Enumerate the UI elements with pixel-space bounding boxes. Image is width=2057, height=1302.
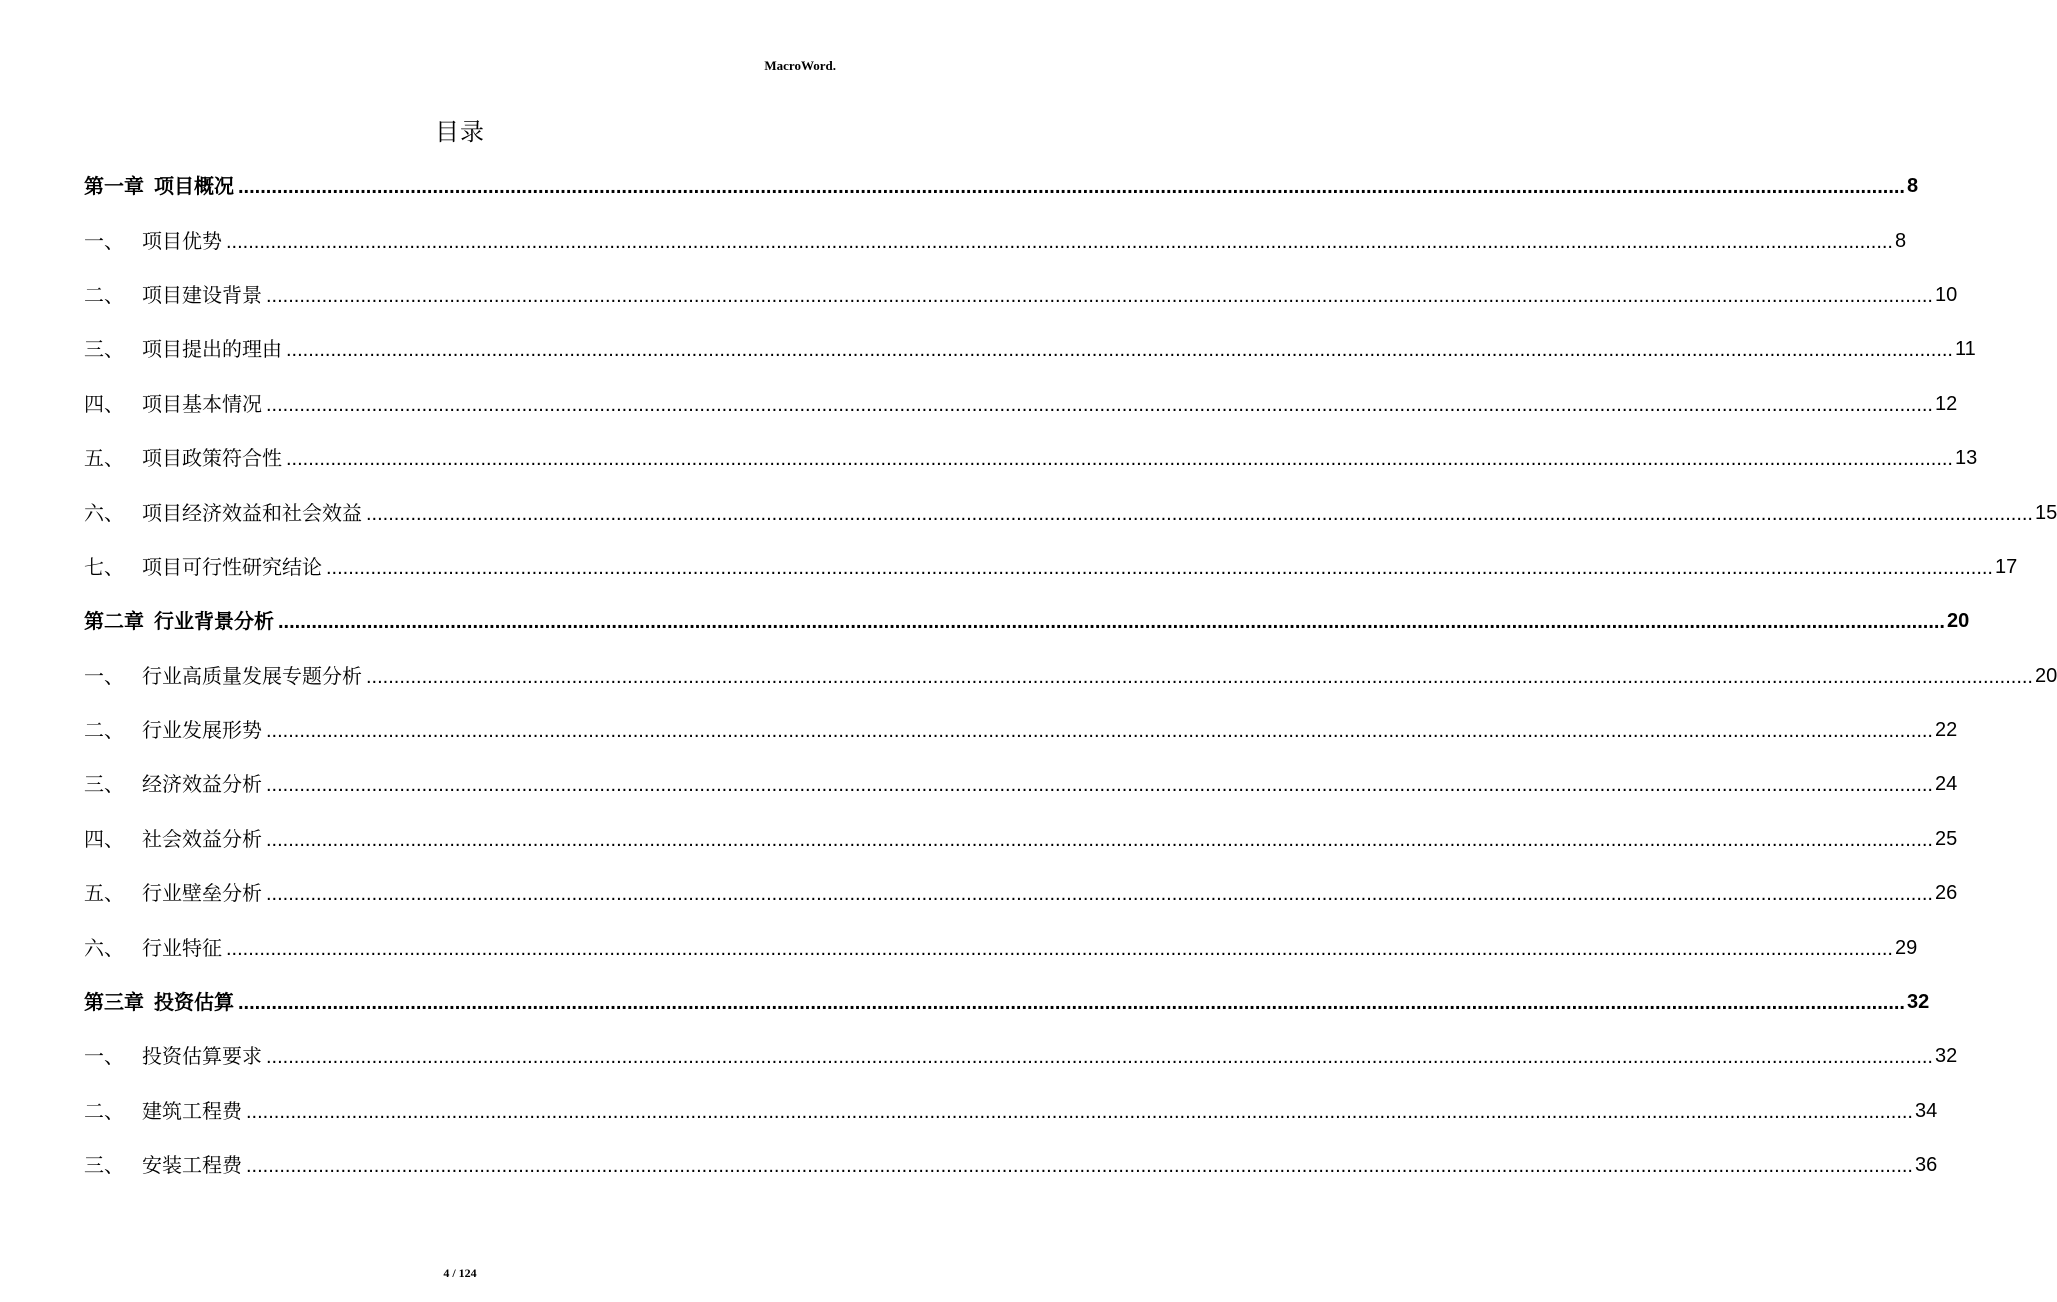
toc-section-entry[interactable] — [84, 649, 2057, 703]
toc-page-number: 32 — [1907, 991, 1930, 1014]
toc-dot-leader: ............................................................................................................................................................................................................................................................................................................ — [266, 828, 1933, 851]
toc-dot-leader: ............................................................................................................................................................................................................................................................................................................ — [266, 393, 1933, 416]
toc-entry-number: 第二章 — [84, 609, 144, 634]
toc-dot-leader: ............................................................................................................................................................................................................................................................................................................ — [226, 230, 1893, 253]
toc-page-number: 15 — [2035, 501, 2057, 524]
toc-page-number: 10 — [1935, 283, 1958, 306]
toc-entry-label: 项目基本情况 — [142, 391, 262, 416]
toc-page-number: 29 — [1895, 936, 1918, 959]
toc-dot-leader: ............................................................................................................................................................................................................................................................................................................ — [246, 1155, 1913, 1178]
toc-page-number: 25 — [1935, 827, 1958, 850]
toc-page-number: 13 — [1955, 447, 1978, 470]
toc-dot-leader: ............................................................................................................................................................................................................................................................................................................ — [278, 611, 1945, 634]
toc-entry-number: 一、 — [84, 228, 124, 253]
toc-page-number: 36 — [1915, 1154, 1938, 1177]
toc-section-entry[interactable] — [84, 377, 1958, 431]
toc-entry-label: 项目概况 — [154, 174, 234, 199]
toc-entry-number: 七、 — [84, 554, 124, 579]
toc-entry-label: 项目优势 — [142, 228, 222, 253]
toc-dot-leader: ............................................................................................................................................................................................................................................................................................................ — [326, 556, 1993, 579]
toc-page-number: 24 — [1935, 773, 1958, 796]
toc-entry-number: 四、 — [84, 826, 124, 851]
toc-chapter-entry[interactable] — [84, 594, 1970, 648]
toc-entry-label: 项目提出的理由 — [142, 337, 282, 362]
toc-entry-label: 项目政策符合性 — [142, 446, 282, 471]
toc-page-number: 20 — [2035, 664, 2057, 687]
toc-entry-label: 安装工程费 — [142, 1153, 242, 1178]
toc-entry-number: 第三章 — [84, 990, 144, 1015]
toc-entry-number: 三、 — [84, 1153, 124, 1178]
toc-entry-label: 经济效益分析 — [142, 772, 262, 797]
toc-entry-number: 三、 — [84, 772, 124, 797]
toc-entry-label: 行业发展形势 — [142, 718, 262, 743]
toc-dot-leader: ............................................................................................................................................................................................................................................................................................................ — [238, 176, 1905, 199]
toc-entry-number: 五、 — [84, 446, 124, 471]
toc-entry-number: 六、 — [84, 935, 124, 960]
toc-entry-label: 项目可行性研究结论 — [142, 554, 322, 579]
toc-entry-label: 社会效益分析 — [142, 826, 262, 851]
toc-entry-label: 建筑工程费 — [142, 1098, 242, 1123]
toc-section-entry[interactable] — [84, 540, 2018, 594]
toc-dot-leader: ............................................................................................................................................................................................................................................................................................................ — [266, 774, 1933, 797]
toc-entry-label: 项目经济效益和社会效益 — [142, 500, 362, 525]
toc-entry-label: 行业特征 — [142, 935, 222, 960]
toc-entry-label: 行业壁垒分析 — [142, 881, 262, 906]
toc-dot-leader: ............................................................................................................................................................................................................................................................................................................ — [286, 448, 1953, 471]
toc-dot-leader: ............................................................................................................................................................................................................................................................................................................ — [266, 1046, 1933, 1069]
toc-page-number: 11 — [1955, 338, 1976, 361]
toc-section-entry[interactable] — [84, 322, 1976, 376]
toc-section-entry[interactable] — [84, 703, 1958, 757]
toc-entry-number: 三、 — [84, 337, 124, 362]
toc-entry-number: 五、 — [84, 881, 124, 906]
toc-dot-leader: ............................................................................................................................................................................................................................................................................................................ — [266, 284, 1933, 307]
toc-entry-number: 二、 — [84, 1098, 124, 1123]
toc-dot-leader: ............................................................................................................................................................................................................................................................................................................ — [238, 992, 1905, 1015]
toc-dot-leader: ............................................................................................................................................................................................................................................................................................................ — [246, 1100, 1913, 1123]
toc-entry-number: 二、 — [84, 718, 124, 743]
toc-page-number: 12 — [1935, 392, 1958, 415]
toc-section-entry[interactable] — [84, 866, 1958, 920]
toc-section-entry[interactable] — [84, 812, 1958, 866]
toc-page-number: 17 — [1995, 555, 2018, 578]
toc-entry-number: 四、 — [84, 391, 124, 416]
toc-dot-leader: ............................................................................................................................................................................................................................................................................................................ — [286, 339, 1953, 362]
toc-chapter-entry[interactable] — [84, 975, 1930, 1029]
toc-dot-leader: ............................................................................................................................................................................................................................................................................................................ — [366, 665, 2033, 688]
toc-page-number: 26 — [1935, 882, 1958, 905]
toc-dot-leader: ............................................................................................................................................................................................................................................................................................................ — [266, 720, 1933, 743]
toc-entry-label: 行业背景分析 — [154, 609, 274, 634]
toc-entry-number: 第一章 — [84, 174, 144, 199]
toc-section-entry[interactable] — [84, 757, 1958, 811]
toc-section-entry[interactable] — [84, 213, 1907, 267]
toc-entry-label: 投资估算 — [154, 990, 234, 1015]
toc-dot-leader: ............................................................................................................................................................................................................................................................................................................ — [226, 937, 1893, 960]
toc-page-number: 22 — [1935, 719, 1958, 742]
toc-section-entry[interactable] — [84, 1138, 1938, 1192]
toc-section-entry[interactable] — [84, 1084, 1938, 1138]
toc-section-entry[interactable] — [84, 485, 2057, 539]
toc-section-entry[interactable] — [84, 1029, 1958, 1083]
page-number: 4 / 124 — [443, 1266, 477, 1280]
toc-entry-label: 项目建设背景 — [142, 282, 262, 307]
toc-page-number: 34 — [1915, 1099, 1938, 1122]
toc-page-number: 8 — [1895, 229, 1907, 252]
header-brand: MacroWord. — [764, 58, 836, 73]
toc-section-entry[interactable] — [84, 268, 1958, 322]
toc-entry-number: 六、 — [84, 500, 124, 525]
toc-dot-leader: ............................................................................................................................................................................................................................................................................................................ — [266, 883, 1933, 906]
toc-entry-number: 一、 — [84, 663, 124, 688]
toc-section-entry[interactable] — [84, 920, 1918, 974]
toc-entry-number: 二、 — [84, 282, 124, 307]
toc-section-entry[interactable] — [84, 431, 1978, 485]
toc-page-number: 32 — [1935, 1045, 1958, 1068]
toc-entry-label: 投资估算要求 — [142, 1044, 262, 1069]
page-title: 目录 — [435, 118, 485, 146]
toc-dot-leader: ............................................................................................................................................................................................................................................................................................................ — [366, 502, 2033, 525]
toc-chapter-entry[interactable] — [84, 159, 1919, 213]
toc-entry-label: 行业高质量发展专题分析 — [142, 663, 362, 688]
toc-entry-number: 一、 — [84, 1044, 124, 1069]
toc-page-number: 20 — [1947, 610, 1970, 633]
toc-page-number: 8 — [1907, 175, 1919, 198]
table-of-contents — [84, 159, 2057, 1192]
